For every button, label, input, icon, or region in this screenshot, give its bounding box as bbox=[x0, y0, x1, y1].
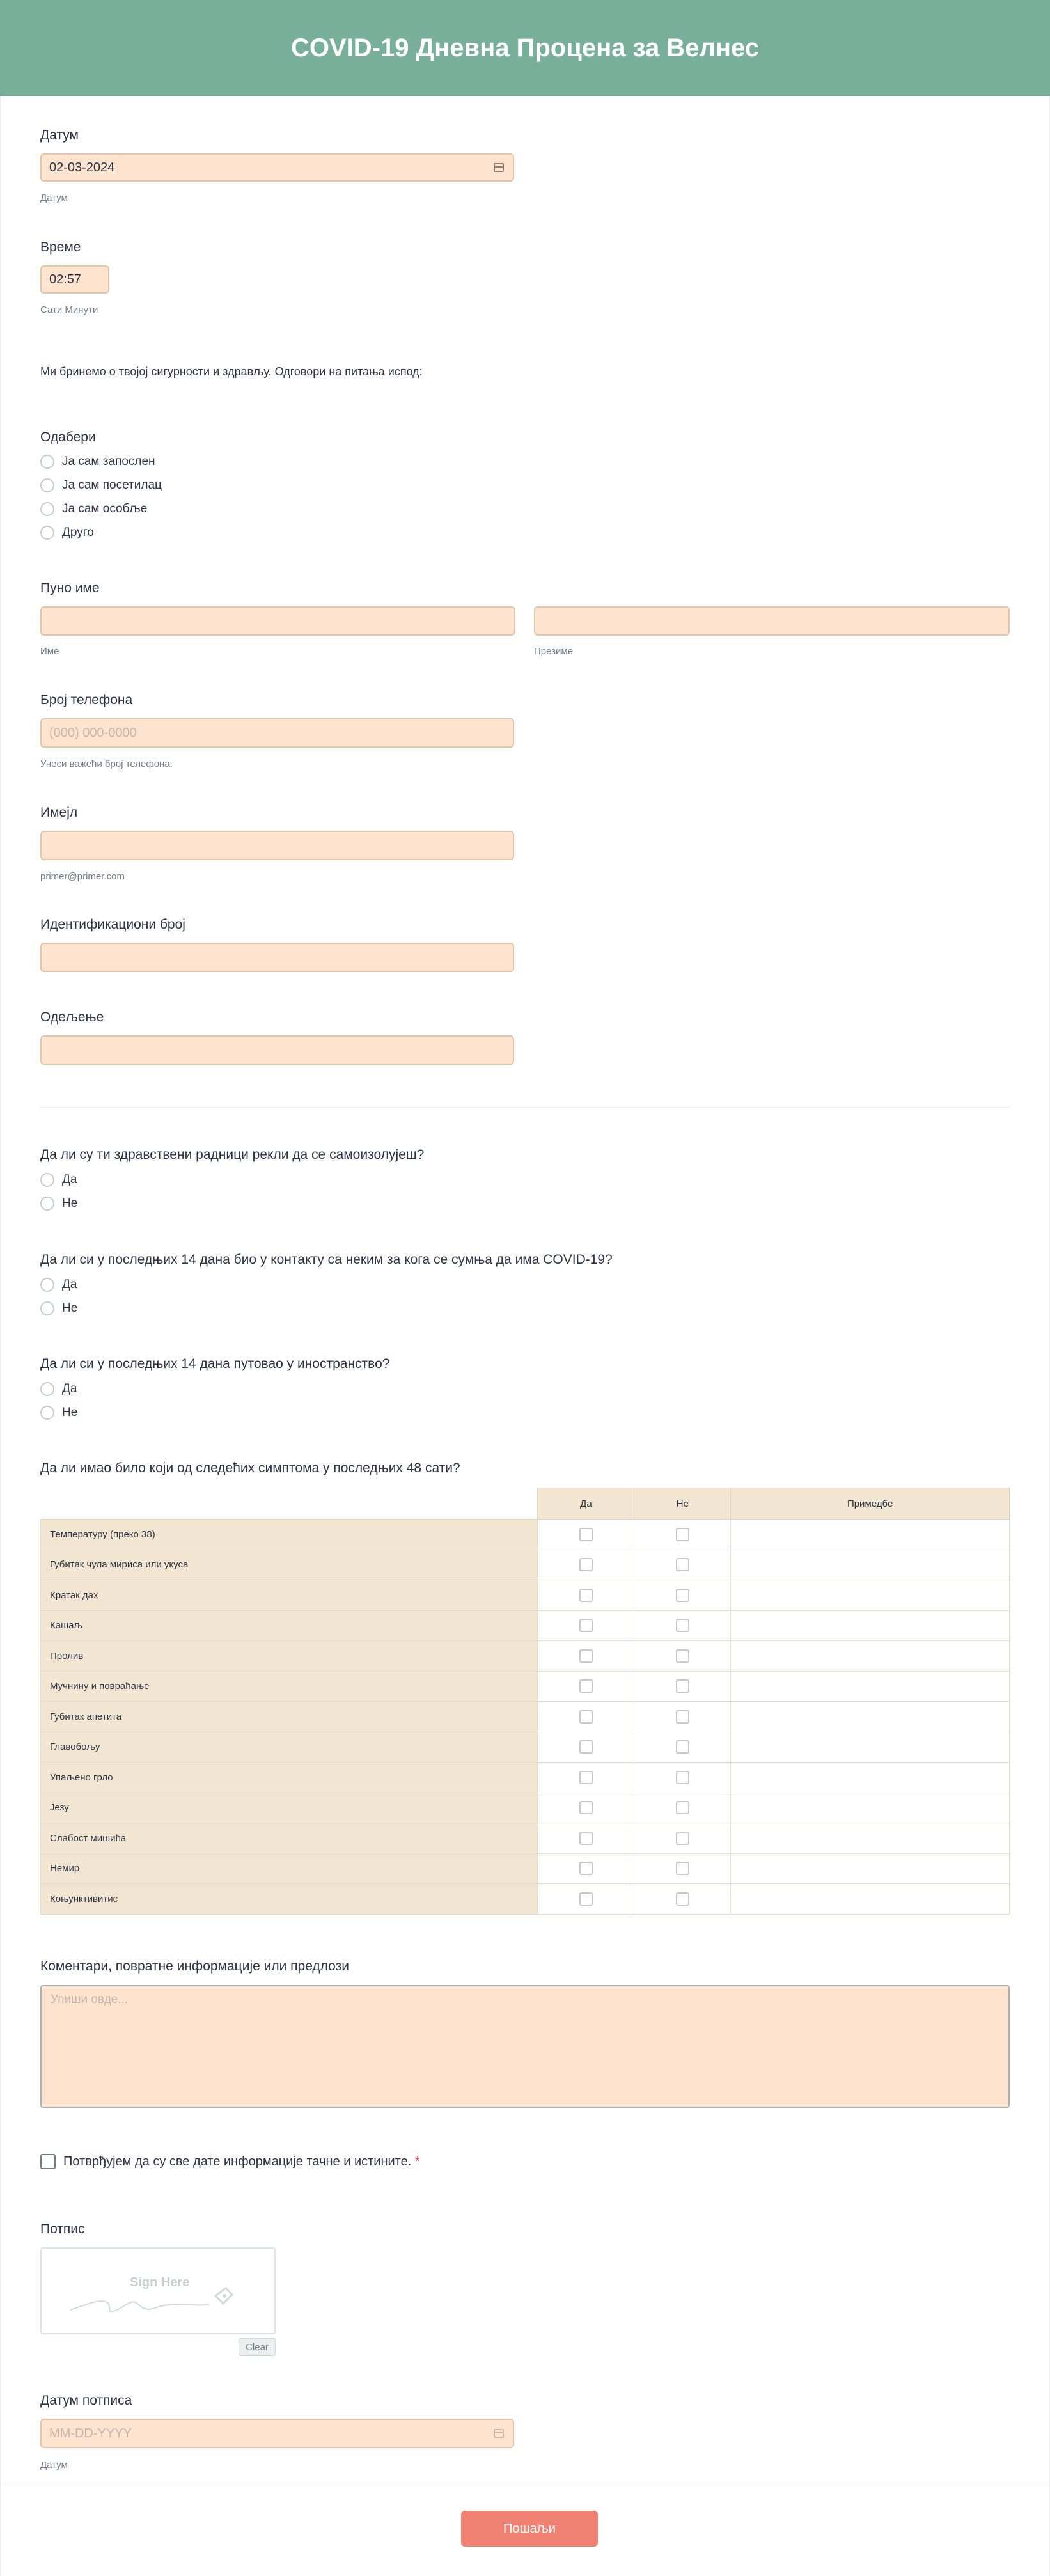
role-option-label: Ја сам посетилац bbox=[62, 478, 162, 492]
symptom-yes-checkbox[interactable] bbox=[579, 1528, 593, 1541]
option-label: Не bbox=[62, 1197, 78, 1210]
symptom-yes-cell bbox=[538, 1853, 634, 1884]
symptom-yes-cell bbox=[538, 1550, 634, 1580]
symptom-yes-checkbox[interactable] bbox=[579, 1710, 593, 1724]
role-option-other[interactable] bbox=[40, 526, 94, 540]
symptom-no-cell bbox=[634, 1763, 731, 1793]
section-divider bbox=[40, 1107, 1010, 1108]
symptom-label: Слабост мишића bbox=[41, 1823, 538, 1854]
symptom-no-checkbox[interactable] bbox=[676, 1528, 689, 1541]
role-option-label: Ја сам запослен bbox=[62, 455, 155, 468]
radio-button[interactable] bbox=[40, 1173, 54, 1187]
page-border-left bbox=[0, 96, 1, 2576]
radio-button[interactable] bbox=[40, 1406, 54, 1420]
form-header bbox=[0, 0, 1050, 96]
symptom-yes-cell bbox=[538, 1884, 634, 1915]
radio-button[interactable] bbox=[40, 526, 54, 540]
email-input[interactable] bbox=[40, 831, 514, 860]
submit-button[interactable]: Пошаљи bbox=[461, 2511, 598, 2547]
symptom-remarks-input[interactable] bbox=[731, 1550, 1010, 1580]
table-row bbox=[41, 1550, 1010, 1580]
symptom-yes-cell bbox=[538, 1763, 634, 1793]
symptom-remarks-input[interactable] bbox=[731, 1580, 1010, 1611]
phone-input[interactable] bbox=[40, 718, 514, 748]
q-contact-label: Да ли си у последњих 14 дана био у контакту са неким за кога се сумња да има COVID-19? bbox=[40, 1252, 613, 1267]
confirm-text: Потврђујем да су све дате информације тачне и истините. bbox=[63, 2155, 412, 2169]
last-name-sublabel: Презиме bbox=[534, 646, 574, 657]
date-sublabel: Датум bbox=[40, 192, 68, 203]
symptom-yes-checkbox[interactable] bbox=[579, 1832, 593, 1845]
first-name-sublabel: Име bbox=[40, 646, 59, 657]
symptom-remarks-input[interactable] bbox=[731, 1641, 1010, 1672]
table-row bbox=[41, 1580, 1010, 1611]
radio-button[interactable] bbox=[40, 1197, 54, 1211]
role-option-employee[interactable] bbox=[40, 455, 155, 469]
phone-placeholder: (000) 000-0000 bbox=[49, 725, 137, 740]
q-travel-label: Да ли си у последњих 14 дана путовао у иностранство? bbox=[40, 1356, 390, 1371]
symptom-label: Мучнину и повраћање bbox=[41, 1671, 538, 1702]
confirm-label[interactable] bbox=[63, 2155, 420, 2169]
symptom-yes-cell bbox=[538, 1732, 634, 1763]
confirm-checkbox[interactable] bbox=[40, 2154, 56, 2169]
symptoms-matrix bbox=[40, 1488, 1010, 1915]
symptom-no-checkbox[interactable] bbox=[676, 1710, 689, 1724]
signature-date-placeholder: MM-DD-YYYY bbox=[49, 2426, 132, 2440]
radio-button[interactable] bbox=[40, 1382, 54, 1396]
q-isolation-yes[interactable] bbox=[40, 1173, 77, 1187]
table-row bbox=[41, 1763, 1010, 1793]
symptom-no-checkbox[interactable] bbox=[676, 1771, 689, 1784]
symptom-remarks-input[interactable] bbox=[731, 1793, 1010, 1823]
symptom-remarks-input[interactable] bbox=[731, 1671, 1010, 1702]
matrix-header-remarks: Примедбе bbox=[731, 1488, 1010, 1520]
table-row bbox=[41, 1884, 1010, 1915]
symptom-yes-checkbox[interactable] bbox=[579, 1771, 593, 1784]
q-isolation-no[interactable] bbox=[40, 1197, 77, 1211]
symptoms-label: Да ли имао било који од следећих симптома у последњих 48 сати? bbox=[40, 1461, 460, 1475]
option-label: Не bbox=[62, 1406, 78, 1419]
symptom-yes-checkbox[interactable] bbox=[579, 1892, 593, 1906]
symptom-label: Језу bbox=[41, 1793, 538, 1823]
phone-label: Број телефона bbox=[40, 693, 133, 707]
symptom-yes-cell bbox=[538, 1580, 634, 1611]
symptom-no-cell bbox=[634, 1550, 731, 1580]
form-title: COVID-19 Дневна Процена за Велнес bbox=[291, 33, 759, 62]
table-row bbox=[41, 1671, 1010, 1702]
signature-hint: Sign Here bbox=[130, 2275, 190, 2289]
q-contact-no[interactable] bbox=[40, 1301, 77, 1315]
date-value: 02-03-2024 bbox=[49, 160, 115, 175]
symptom-label: Губитак апетита bbox=[41, 1702, 538, 1732]
symptom-yes-cell bbox=[538, 1671, 634, 1702]
calendar-icon[interactable] bbox=[494, 2429, 504, 2438]
first-name-input[interactable] bbox=[40, 606, 515, 636]
role-option-visitor[interactable] bbox=[40, 478, 162, 492]
symptom-yes-checkbox[interactable] bbox=[579, 1740, 593, 1754]
last-name-input[interactable] bbox=[534, 606, 1010, 636]
table-row bbox=[41, 1823, 1010, 1854]
option-label: Не bbox=[62, 1301, 78, 1315]
radio-button[interactable] bbox=[40, 455, 54, 469]
symptom-no-cell bbox=[634, 1732, 731, 1763]
q-travel-no[interactable] bbox=[40, 1406, 77, 1420]
symptom-remarks-input[interactable] bbox=[731, 1823, 1010, 1854]
signature-pen-icon bbox=[67, 2273, 253, 2318]
symptom-no-checkbox[interactable] bbox=[676, 1740, 689, 1754]
table-row bbox=[41, 1853, 1010, 1884]
symptom-no-checkbox[interactable] bbox=[676, 1862, 689, 1875]
role-option-label: Друго bbox=[62, 526, 94, 539]
time-label: Време bbox=[40, 240, 81, 255]
id-number-label: Идентификациони број bbox=[40, 917, 185, 932]
symptom-remarks-input[interactable] bbox=[731, 1702, 1010, 1732]
symptom-no-cell bbox=[634, 1853, 731, 1884]
symptom-label: Упаљено грло bbox=[41, 1763, 538, 1793]
signature-date-sublabel: Датум bbox=[40, 2460, 68, 2470]
radio-button[interactable] bbox=[40, 1301, 54, 1315]
date-label: Датум bbox=[40, 128, 79, 143]
symptom-no-checkbox[interactable] bbox=[676, 1589, 689, 1602]
symptom-label: Коњунктивитис bbox=[41, 1884, 538, 1915]
date-input[interactable] bbox=[40, 153, 514, 182]
signature-date-label: Датум потписа bbox=[40, 2393, 132, 2408]
symptom-no-cell bbox=[634, 1520, 731, 1550]
symptom-label: Кашаљ bbox=[41, 1610, 538, 1641]
symptom-remarks-input[interactable] bbox=[731, 1732, 1010, 1763]
email-sublabel: primer@primer.com bbox=[40, 871, 125, 882]
full-name-label: Пуно име bbox=[40, 581, 100, 595]
symptom-label: Главобољу bbox=[41, 1732, 538, 1763]
table-row bbox=[41, 1793, 1010, 1823]
signature-pad[interactable] bbox=[40, 2247, 276, 2334]
symptom-no-cell bbox=[634, 1702, 731, 1732]
role-label: Одабери bbox=[40, 430, 96, 444]
time-input[interactable] bbox=[40, 265, 109, 294]
department-label: Одељење bbox=[40, 1010, 104, 1025]
symptom-yes-cell bbox=[538, 1520, 634, 1550]
matrix-header-no: Не bbox=[634, 1488, 731, 1520]
symptom-remarks-input[interactable] bbox=[731, 1520, 1010, 1550]
phone-sublabel: Унеси важећи број телефона. bbox=[40, 758, 173, 769]
time-value: 02:57 bbox=[49, 272, 82, 287]
table-row bbox=[41, 1641, 1010, 1672]
email-label: Имејл bbox=[40, 805, 78, 820]
symptom-label: Губитак чула мириса или укуса bbox=[41, 1550, 538, 1580]
radio-button[interactable] bbox=[40, 1278, 54, 1292]
radio-button[interactable] bbox=[40, 478, 54, 492]
symptom-no-checkbox[interactable] bbox=[676, 1558, 689, 1571]
signature-clear-button[interactable]: Clear bbox=[239, 2338, 276, 2356]
symptom-no-cell bbox=[634, 1793, 731, 1823]
role-option-label: Ја сам особље bbox=[62, 502, 148, 515]
intro-text: Ми бринемо о твојој сигурности и здрављу. Одговори на питања испод: bbox=[40, 365, 423, 378]
q-isolation-label: Да ли су ти здравствени радници рекли да се самоизолујеш? bbox=[40, 1147, 425, 1162]
symptom-label: Немир bbox=[41, 1853, 538, 1884]
symptom-remarks-input[interactable] bbox=[731, 1884, 1010, 1915]
symptom-yes-checkbox[interactable] bbox=[579, 1801, 593, 1814]
symptom-no-cell bbox=[634, 1580, 731, 1611]
symptom-no-cell bbox=[634, 1823, 731, 1854]
symptom-yes-checkbox[interactable] bbox=[579, 1649, 593, 1663]
symptom-label: Пролив bbox=[41, 1641, 538, 1672]
radio-button[interactable] bbox=[40, 502, 54, 516]
symptom-no-checkbox[interactable] bbox=[676, 1832, 689, 1845]
matrix-corner bbox=[41, 1488, 538, 1520]
symptom-yes-cell bbox=[538, 1641, 634, 1672]
symptom-no-checkbox[interactable] bbox=[676, 1801, 689, 1814]
calendar-icon[interactable] bbox=[494, 163, 504, 172]
option-label: Да bbox=[62, 1173, 77, 1186]
symptom-no-cell bbox=[634, 1641, 731, 1672]
time-sublabel: Сати Минути bbox=[40, 304, 98, 315]
option-label: Да bbox=[62, 1278, 77, 1291]
symptom-no-cell bbox=[634, 1610, 731, 1641]
symptom-no-cell bbox=[634, 1884, 731, 1915]
symptom-yes-checkbox[interactable] bbox=[579, 1558, 593, 1571]
table-row bbox=[41, 1732, 1010, 1763]
symptom-yes-checkbox[interactable] bbox=[579, 1619, 593, 1632]
signature-date-input[interactable] bbox=[40, 2419, 514, 2448]
comments-label: Коментари, повратне информације или предлози bbox=[40, 1959, 349, 1974]
matrix-header-yes: Да bbox=[538, 1488, 634, 1520]
symptom-label: Кратак дах bbox=[41, 1580, 538, 1611]
comments-textarea[interactable] bbox=[40, 1985, 1010, 2108]
symptom-no-checkbox[interactable] bbox=[676, 1649, 689, 1663]
table-row bbox=[41, 1520, 1010, 1550]
symptom-label: Температуру (преко 38) bbox=[41, 1520, 538, 1550]
symptom-yes-cell bbox=[538, 1702, 634, 1732]
symptom-yes-cell bbox=[538, 1610, 634, 1641]
symptom-remarks-input[interactable] bbox=[731, 1610, 1010, 1641]
symptom-remarks-input[interactable] bbox=[731, 1853, 1010, 1884]
symptom-yes-checkbox[interactable] bbox=[579, 1862, 593, 1875]
symptom-no-checkbox[interactable] bbox=[676, 1679, 689, 1693]
table-row bbox=[41, 1702, 1010, 1732]
id-number-input[interactable] bbox=[40, 943, 514, 972]
q-contact-yes[interactable] bbox=[40, 1278, 77, 1292]
comments-placeholder: Упиши овде... bbox=[51, 1993, 129, 2006]
table-row bbox=[41, 1610, 1010, 1641]
q-travel-yes[interactable] bbox=[40, 1382, 77, 1396]
symptom-yes-cell bbox=[538, 1823, 634, 1854]
role-option-staff[interactable] bbox=[40, 502, 147, 516]
symptom-remarks-input[interactable] bbox=[731, 1763, 1010, 1793]
required-mark: * bbox=[414, 2155, 420, 2169]
option-label: Да bbox=[62, 1382, 77, 1395]
symptom-yes-cell bbox=[538, 1793, 634, 1823]
symptom-no-cell bbox=[634, 1671, 731, 1702]
symptom-yes-checkbox[interactable] bbox=[579, 1589, 593, 1602]
department-input[interactable] bbox=[40, 1035, 514, 1065]
symptom-yes-checkbox[interactable] bbox=[579, 1679, 593, 1693]
symptom-no-checkbox[interactable] bbox=[676, 1619, 689, 1632]
signature-label: Потпис bbox=[40, 2222, 85, 2236]
symptom-no-checkbox[interactable] bbox=[676, 1892, 689, 1906]
